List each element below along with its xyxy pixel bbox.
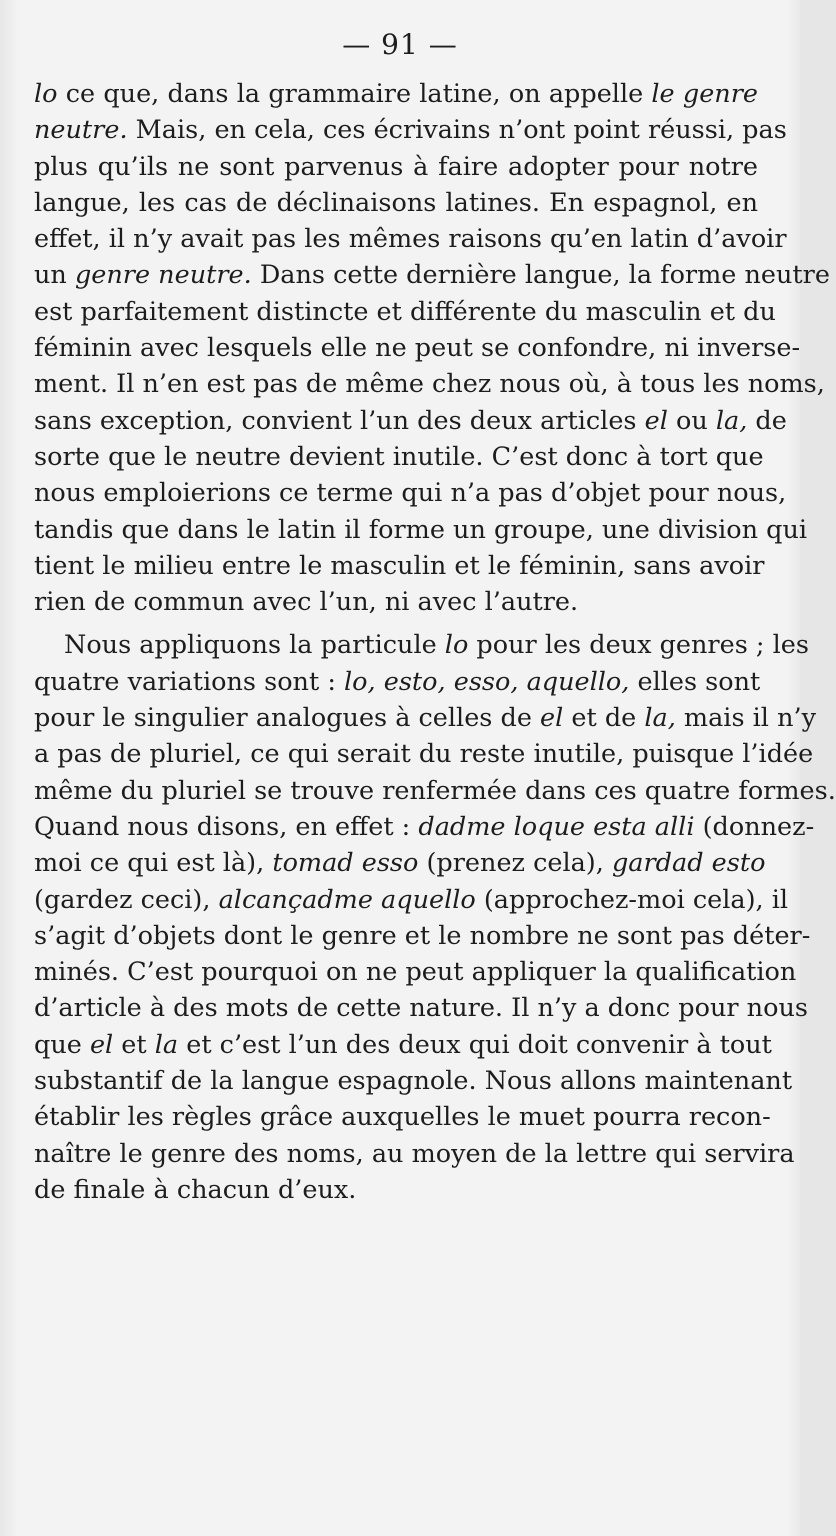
text-line bbox=[34, 149, 758, 185]
italic-text: genre neutre. bbox=[74, 260, 252, 291]
text-line bbox=[34, 221, 787, 257]
text-run: est parfaitement distincte et différente du masculin et du bbox=[34, 296, 776, 327]
paragraph bbox=[34, 76, 830, 620]
text-run: langue, les cas de déclinaisons latines. En espagnol, en bbox=[34, 187, 758, 218]
text-run: effet, il n’y avait pas les mêmes raisons qu’en latin d’avoir bbox=[34, 224, 787, 255]
text-run: plus qu’ils ne sont parvenus à faire adopter pour notre bbox=[34, 151, 758, 182]
text-run: a pas de pluriel, ce qui serait du reste inutile, puisque l’idée bbox=[34, 739, 814, 770]
text-line bbox=[34, 584, 758, 620]
italic-text: el bbox=[89, 1029, 114, 1060]
text-line bbox=[34, 627, 809, 663]
text-line bbox=[34, 990, 808, 1026]
text-run: sorte que le neutre devient inutile. C’est donc à tort que bbox=[34, 441, 764, 472]
italic-text: la bbox=[154, 1029, 179, 1060]
text-line bbox=[34, 954, 797, 990]
text-run: substantif de la langue espagnole. Nous allons maintenant bbox=[34, 1066, 793, 1097]
text-line bbox=[34, 257, 830, 293]
text-run: que bbox=[34, 1029, 90, 1060]
text-line bbox=[34, 512, 808, 548]
text-run: naître le genre des noms, au moyen de la lettre qui servira bbox=[34, 1138, 795, 1169]
body-text bbox=[34, 76, 836, 1208]
text-line bbox=[34, 475, 787, 511]
text-run: établir les règles grâce auxquelles le muet pourra recon- bbox=[34, 1102, 771, 1133]
text-line bbox=[34, 1172, 758, 1208]
text-run: même du pluriel se trouve renfermée dans ces quatre formes. bbox=[34, 775, 836, 806]
italic-text: le genre bbox=[651, 79, 758, 109]
text-run: (prenez cela), bbox=[418, 848, 612, 879]
page-number: — 91 — bbox=[342, 28, 458, 61]
text-line bbox=[34, 882, 789, 918]
text-run: tandis que dans le latin il forme un groupe, une division qui bbox=[34, 514, 808, 545]
italic-text: la, bbox=[715, 405, 748, 436]
text-run: tient le milieu entre le masculin et le féminin, sans avoir bbox=[34, 550, 765, 581]
italic-text: la, bbox=[644, 703, 676, 734]
text-line bbox=[34, 773, 836, 809]
text-run: Nous appliquons la particule bbox=[64, 630, 445, 661]
text-run: un bbox=[34, 260, 75, 291]
text-line bbox=[34, 845, 766, 881]
text-run: d’article à des mots de cette nature. Il n’y a donc pour nous bbox=[34, 993, 808, 1024]
text-line bbox=[34, 76, 758, 112]
text-line bbox=[34, 918, 811, 954]
text-run: minés. C’est pourquoi on ne peut appliquer la qualification bbox=[34, 957, 797, 988]
text-run: elles sont bbox=[629, 666, 761, 697]
italic-text: lo, esto, esso, aquello, bbox=[344, 666, 630, 697]
text-run: de bbox=[747, 405, 787, 436]
text-line bbox=[34, 809, 815, 845]
text-run: ou bbox=[667, 405, 716, 436]
text-run: (approchez-moi cela), il bbox=[475, 884, 789, 915]
text-run: de finale à chacun d’eux. bbox=[34, 1174, 357, 1205]
text-run: (donnez- bbox=[694, 811, 815, 842]
text-line bbox=[34, 548, 765, 584]
text-run: et bbox=[113, 1029, 155, 1060]
text-line bbox=[34, 439, 764, 475]
text-run: nous emploierions ce terme qui n’a pas d’objet pour nous, bbox=[34, 478, 787, 509]
text-run: mais il n’y bbox=[675, 703, 817, 734]
text-run: quatre variations sont : bbox=[34, 666, 345, 697]
text-run: pour le singulier analogues à celles de bbox=[34, 703, 541, 734]
text-line bbox=[34, 403, 787, 439]
text-line bbox=[34, 1027, 772, 1063]
text-line bbox=[34, 112, 787, 148]
text-line bbox=[34, 185, 758, 221]
text-line bbox=[34, 294, 776, 330]
italic-text: dadme loque esta alli bbox=[418, 811, 695, 842]
text-run: ment. Il n’en est pas de même chez nous où, à tous les noms, bbox=[34, 369, 825, 400]
italic-text: lo bbox=[34, 79, 58, 109]
text-line bbox=[34, 1099, 771, 1135]
text-run: et de bbox=[563, 703, 645, 734]
text-run: s’agit d’objets dont le genre et le nombre ne sont pas déter- bbox=[34, 920, 811, 951]
text-line bbox=[34, 1136, 795, 1172]
italic-text: neutre. bbox=[34, 115, 128, 146]
text-run: (gardez ceci), bbox=[34, 884, 219, 915]
text-run: ce que, dans la grammaire latine, on appelle bbox=[57, 79, 652, 109]
italic-text: gardad esto bbox=[611, 848, 766, 879]
italic-text: el bbox=[644, 405, 668, 436]
paragraph bbox=[34, 627, 836, 1208]
text-run: féminin avec lesquels elle ne peut se confondre, ni inverse- bbox=[34, 333, 801, 364]
text-line bbox=[34, 736, 814, 772]
text-run: Dans cette dernière langue, la forme neutre bbox=[251, 260, 830, 291]
text-run: moi ce qui est là), bbox=[34, 848, 273, 879]
text-line bbox=[34, 664, 761, 700]
italic-text: lo bbox=[444, 630, 469, 661]
text-line bbox=[34, 1063, 793, 1099]
italic-text: alcançadme aquello bbox=[218, 884, 476, 915]
text-run: sans exception, convient l’un des deux articles bbox=[34, 405, 645, 436]
text-run: rien de commun avec l’un, ni avec l’autre. bbox=[34, 587, 579, 618]
paragraph-gap bbox=[34, 620, 758, 627]
text-line bbox=[34, 330, 801, 366]
text-run: pour les deux genres ; les bbox=[468, 630, 809, 661]
text-run: Quand nous disons, en effet : bbox=[34, 811, 419, 842]
text-run: et c’est l’un des deux qui doit convenir à tout bbox=[178, 1029, 772, 1060]
text-line bbox=[34, 366, 825, 402]
italic-text: el bbox=[540, 703, 564, 734]
italic-text: tomad esso bbox=[272, 848, 419, 879]
text-run: Mais, en cela, ces écrivains n’ont point réussi, pas bbox=[127, 115, 787, 146]
text-line bbox=[34, 700, 817, 736]
